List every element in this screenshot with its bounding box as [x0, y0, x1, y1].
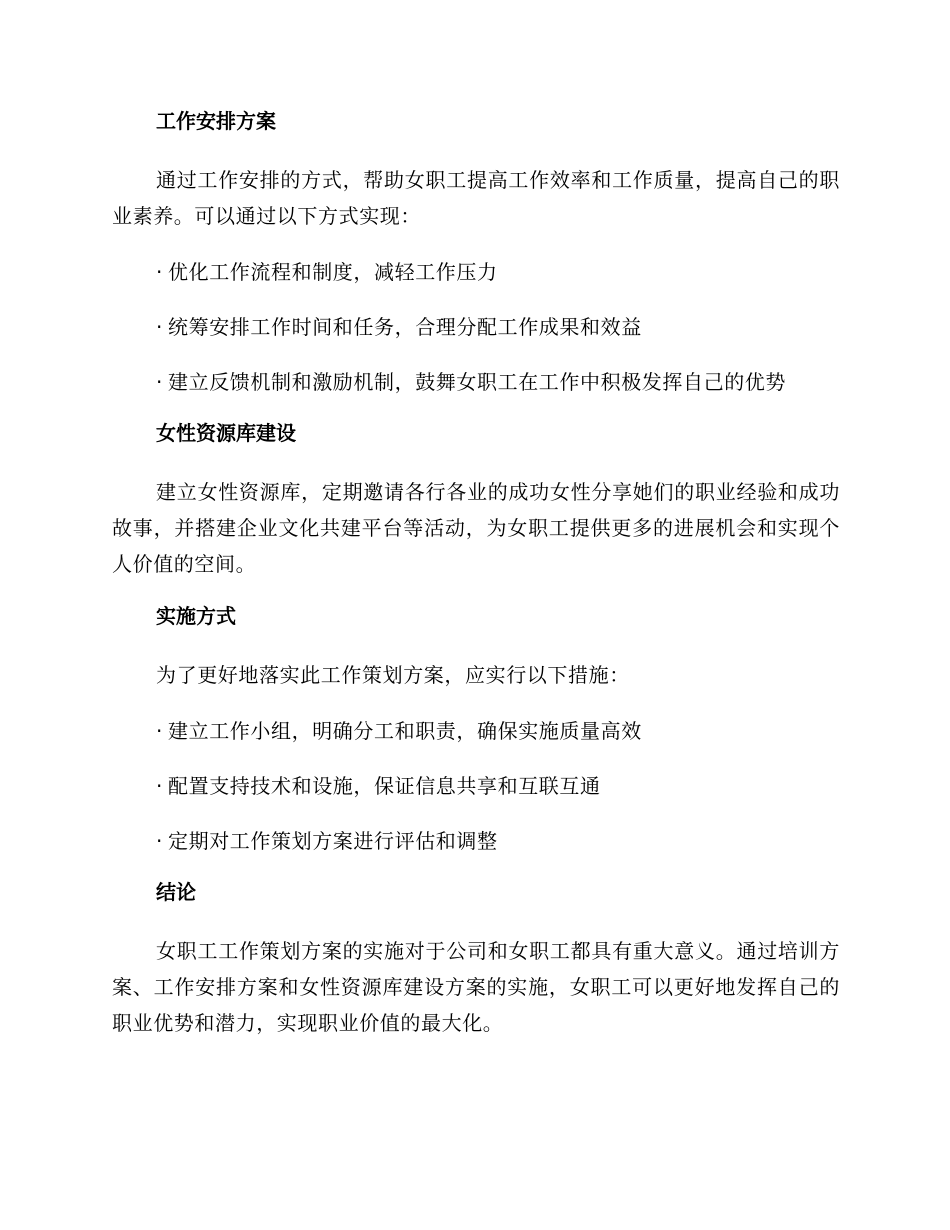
bullet-dot: · [156, 829, 163, 853]
section-paragraph-conclusion: 女职工工作策划方案的实施对于公司和女职工都具有重大意义。通过培训方案、工作安排方案和女性资源库建设方案的实施，女职工可以更好地发挥自己的职业优势和潜力，实现职业价值的最大化。 [112, 939, 840, 1035]
bullet-item [112, 364, 840, 400]
bullet-text: 统筹安排工作时间和任务，合理分配工作成果和效益 [168, 315, 642, 339]
bullet-dot: · [156, 719, 163, 743]
bullet-item [112, 768, 840, 804]
section-heading-implementation: 实施方式 [156, 604, 236, 628]
bullet-text: 优化工作流程和制度，减轻工作压力 [168, 260, 498, 284]
section-heading-resource-library: 女性资源库建设 [156, 421, 296, 445]
bullet-dot: · [156, 315, 163, 339]
bullet-text: 配置支持技术和设施，保证信息共享和互联互通 [168, 774, 601, 798]
section-paragraph-implementation: 为了更好地落实此工作策划方案，应实行以下措施： [156, 663, 630, 687]
document-page [112, 107, 840, 1061]
section-heading-conclusion: 结论 [156, 880, 196, 904]
bullet-item [112, 823, 840, 859]
bullet-text: 定期对工作策划方案进行评估和调整 [168, 829, 498, 853]
bullet-item [112, 309, 840, 345]
bullet-item [112, 713, 840, 749]
bullet-dot: · [156, 370, 163, 394]
section-paragraph-resource-library: 建立女性资源库，定期邀请各行各业的成功女性分享她们的职业经验和成功故事，并搭建企业文化共建平台等活动，为女职工提供更多的进展机会和实现个人价值的空间。 [112, 480, 840, 576]
bullet-text: 建立反馈机制和激励机制，鼓舞女职工在工作中积极发挥自己的优势 [168, 370, 786, 394]
bullet-item [112, 254, 840, 290]
bullet-dot: · [156, 260, 163, 284]
section-heading-work-arrangement: 工作安排方案 [156, 109, 276, 133]
bullet-dot: · [156, 774, 163, 798]
bullet-text: 建立工作小组，明确分工和职责，确保实施质量高效 [168, 719, 642, 743]
section-paragraph-work-arrangement: 通过工作安排的方式，帮助女职工提高工作效率和工作质量，提高自己的职业素养。可以通过以下方式实现： [112, 168, 840, 228]
